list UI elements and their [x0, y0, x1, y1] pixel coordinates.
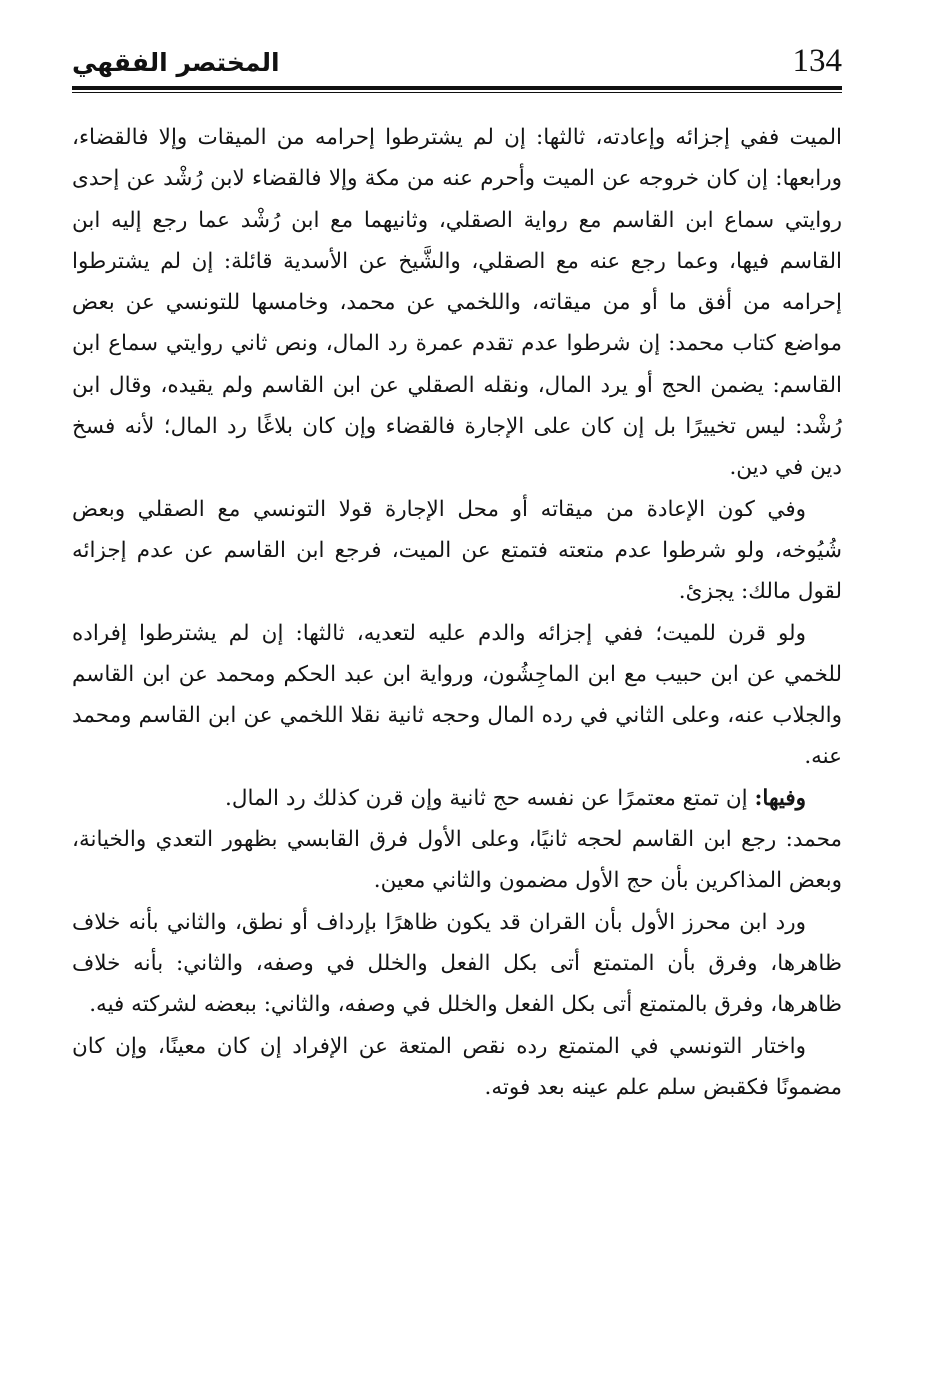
- paragraph-3: [72, 613, 842, 778]
- paragraph-5: [72, 819, 842, 902]
- paragraph-1: [72, 117, 842, 489]
- paragraph-2: [72, 489, 842, 613]
- paragraph-6: [72, 902, 842, 1026]
- page-header: [72, 40, 842, 88]
- page-number: 134: [792, 43, 842, 79]
- header-rule-thick: [72, 86, 842, 90]
- paragraph-4-lead: وفيها:: [754, 785, 806, 811]
- paragraph-4-text: إن تمتع معتمرًا عن نفسه حج ثانية وإن قرن كذلك رد المال.: [225, 785, 755, 811]
- paragraph-6-text: ورد ابن محرز الأول بأن القران قد يكون ظاهرًا بإرداف أو نطق، والثاني بأنه خلاف ظاهرها، وفرق بأن المتمتع أتى بكل الفعل والخلل في وصفه، والثاني: بأنه خلاف ظاهرها، وفرق بالمتمتع أتى بكل الفعل والخلل في وصفه، والثاني: ببعضه لشركته فيه.: [72, 909, 842, 1018]
- paragraph-2-text: وفي كون الإعادة من ميقاته أو محل الإجارة قولا التونسي مع الصقلي وبعض شُيُوخه، ولو شرطوا عدم متعته فتمتع عن الميت، فرجع ابن القاسم عن عدم إجزائه لقول مالك: يجزئ.: [72, 496, 842, 605]
- body-text: [72, 117, 842, 1108]
- running-title: المختصر الفقهي: [72, 48, 280, 77]
- paragraph-3-text: ولو قرن للميت؛ ففي إجزائه والدم عليه لتعديه، ثالثها: إن لم يشترطوا إفراده للخمي عن ابن حبيب مع ابن الماجِشُون، ورواية ابن عبد الحكم ومحمد عن ابن القاسم والجلاب عنه، وعلى الثاني في رده المال وحجه ثانية نقلا اللخمي عن ابن القاسم ومحمد عنه.: [72, 620, 842, 770]
- paragraph-4: [72, 778, 842, 819]
- paragraph-7-text: واختار التونسي في المتمتع رده نقص المتعة عن الإفراد إن كان معينًا، وإن كان مضمونًا فكقبض سلم علم عينه بعد فوته.: [72, 1033, 842, 1100]
- paragraph-5-text: محمد: رجع ابن القاسم لحجه ثانيًا، وعلى الأول فرق القابسي بظهور التعدي والخيانة، وبعض المذاكرين بأن حج الأول مضمون والثاني معين.: [72, 827, 842, 894]
- paragraph-7: [72, 1026, 842, 1109]
- header-rule-thin: [72, 92, 842, 93]
- paragraph-1-text: الميت ففي إجزائه وإعادته، ثالثها: إن لم يشترطوا إحرامه من الميقات وإلا فالقضاء، ورابعها: إن كان خروجه عن الميت وأحرم عنه من مكة وإلا فالقضاء لابن رُشْد عن إحدى روايتي سماع ابن القاسم مع رواية الصقلي، وثانيهما مع ابن رُشْد عما رجع إليه ابن القاسم فيها، وعما رجع عنه مع الصقلي، والشَّيخ عن الأسدية قائلة: إن لم يشترطوا إحرامه من أفق ما أو من ميقاته، واللخمي عن محمد، وخامسها للتونسي عن بعض مواضع كتاب محمد: إن شرطوا عدم تقدم عمرة رد المال، ونص ثاني روايتي سماع ابن القاسم: يضمن الحج أو يرد المال، ونقله الصقلي عن ابن القاسم ولم يقيده، وقال ابن رُشْد: ليس تخييرًا بل إن كان على الإجارة فالقضاء وإن كان بلاغًا رد المال؛ لأنه فسخ دين في دين.: [72, 125, 842, 481]
